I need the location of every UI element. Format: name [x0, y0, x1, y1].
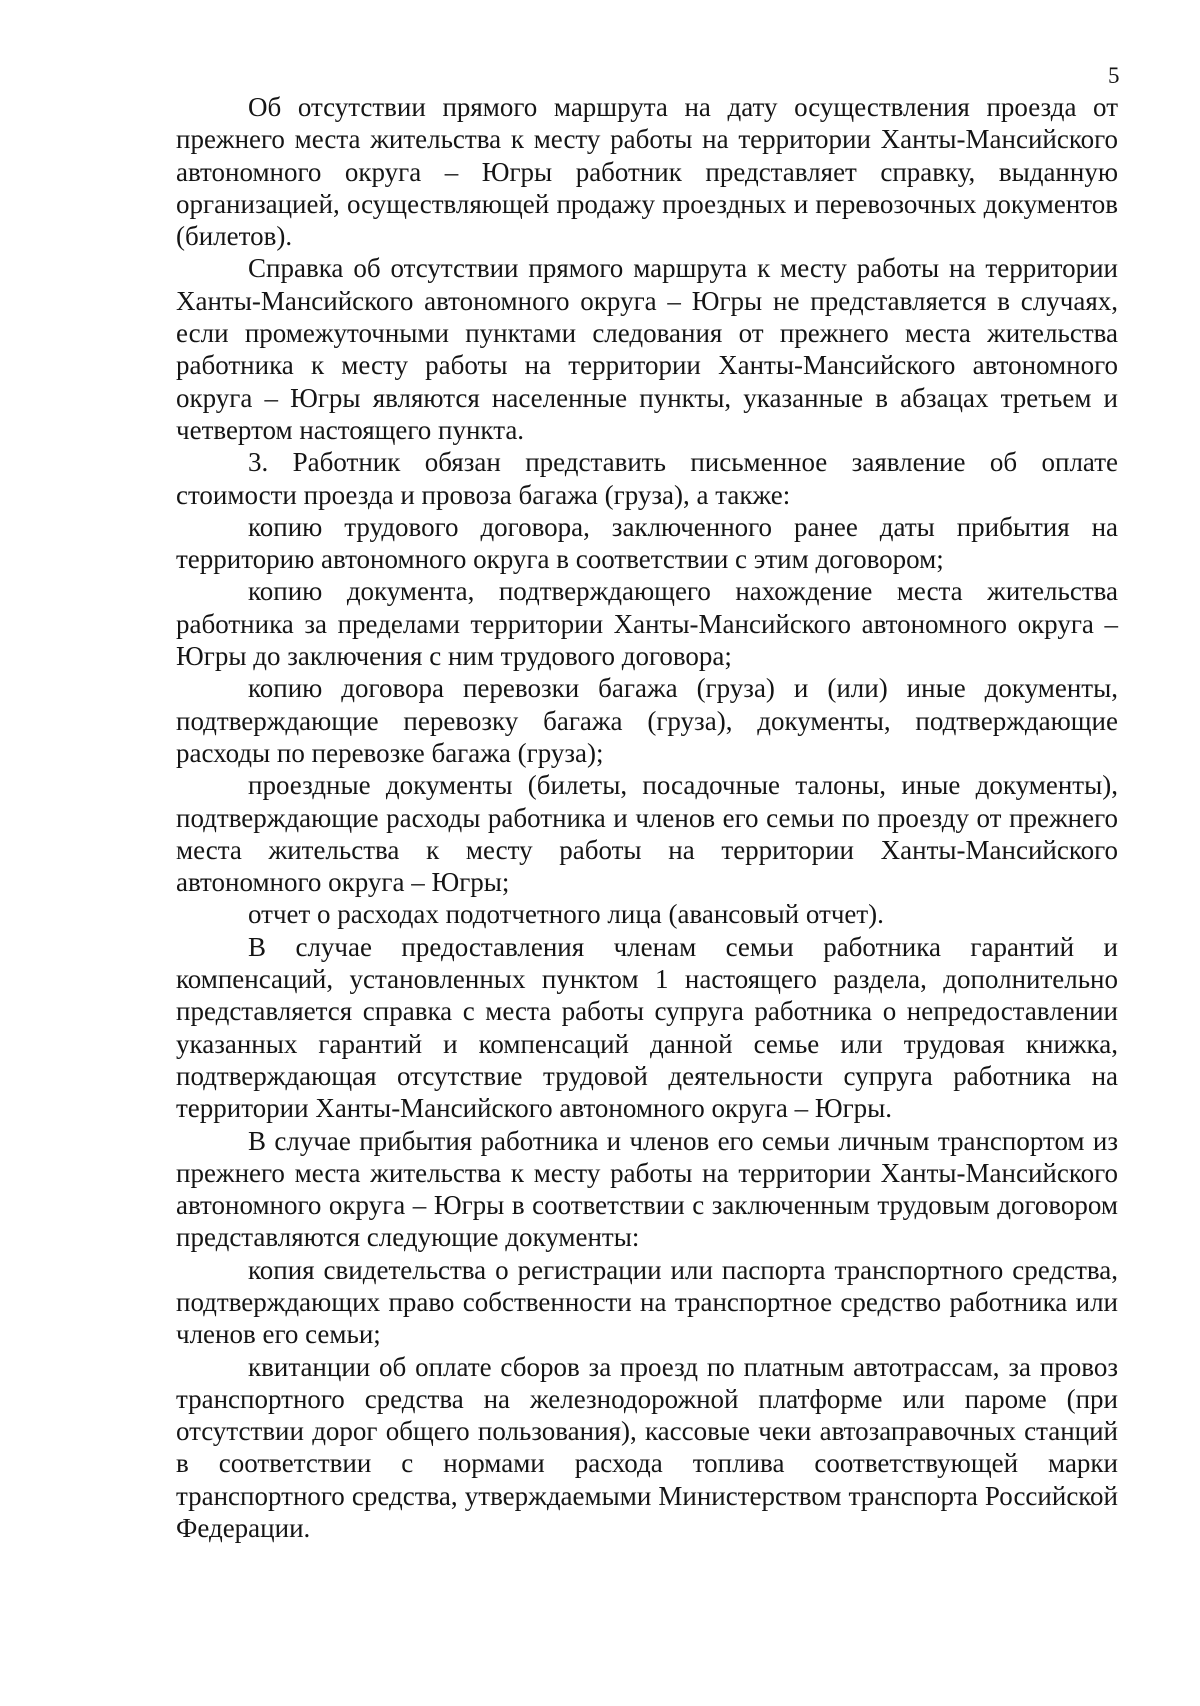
document-body [176, 91, 1118, 1544]
paragraph-no-direct-route-certificate: Об отсутствии прямого маршрута на дату осуществления проезда от прежнего места жительства к месту работы на территории Ханты-Мансийского автономного округа – Югры работник представляет справку, выданную организацией, осуществляющей продажу проездных и перевозочных документов (билетов). [176, 92, 1118, 252]
paragraph-item-3-application: 3. Работник обязан представить письменное заявление об оплате стоимости проезда и провоза багажа (груза), а также: [176, 447, 1118, 510]
paragraph-travel-documents: проездные документы (билеты, посадочные талоны, иные документы), подтверждающие расходы работника и членов его семьи по проезду от прежнего места жительства к месту работы на территории Ханты-Мансийского автономного округа – Югры; [176, 770, 1118, 898]
page-number: 5 [1108, 63, 1120, 88]
paragraph-fee-receipts: квитанции об оплате сборов за проезд по платным автотрассам, за провоз транспортного средства на железнодорожной платформе или пароме (при отсутствии дорог общего пользования), кассовые чеки автозаправочных станций в соответствии с нормами расхода топлива соответствующей марки транспортного средства, утверждаемыми Министерством транспорта Российской Федерации. [176, 1351, 1118, 1544]
paragraph-residence-document-copy: копию документа, подтверждающего нахождение места жительства работника за пределами территории Ханты-Мансийского автономного округа – Югры до заключения с ним трудового договора; [176, 576, 1118, 672]
paragraph-personal-transport: В случае прибытия работника и членов его семьи личным транспортом из прежнего места жительства к месту работы на территории Ханты-Мансийского автономного округа – Югры в соответствии с заключенным трудовым договором представляются следующие документы: [176, 1125, 1118, 1253]
paragraph-family-guarantees: В случае предоставления членам семьи работника гарантий и компенсаций, установленных пунктом 1 настоящего раздела, дополнительно представляется справка с места работы супруга работника о непредоставлении указанных гарантий и компенсаций данной семье или трудовая книжка, подтверждающая отсутствие трудовой деятельности супруга работника на территории Ханты-Мансийского автономного округа – Югры. [176, 931, 1118, 1124]
paragraph-certificate-exemption: Справка об отсутствии прямого маршрута к месту работы на территории Ханты-Мансийского автономного округа – Югры не представляется в случаях, если промежуточными пунктами следования от прежнего места жительства работника к месту работы на территории Ханты-Мансийского автономного округа – Югры являются населенные пункты, указанные в абзацах третьем и четвертом настоящего пункта. [176, 253, 1118, 445]
paragraph-expense-report: отчет о расходах подотчетного лица (авансовый отчет). [248, 899, 884, 930]
paragraph-vehicle-registration: копия свидетельства о регистрации или паспорта транспортного средства, подтверждающих право собственности на транспортное средство работника или членов его семьи; [176, 1254, 1118, 1350]
paragraph-baggage-contract-copy: копию договора перевозки багажа (груза) и (или) иные документы, подтверждающие перевозку багажа (груза), документы, подтверждающие расходы по перевозке багажа (груза); [176, 673, 1118, 768]
paragraph-employment-contract-copy: копию трудового договора, заключенного ранее даты прибытия на территорию автономного округа в соответствии с этим договором; [176, 511, 1118, 575]
